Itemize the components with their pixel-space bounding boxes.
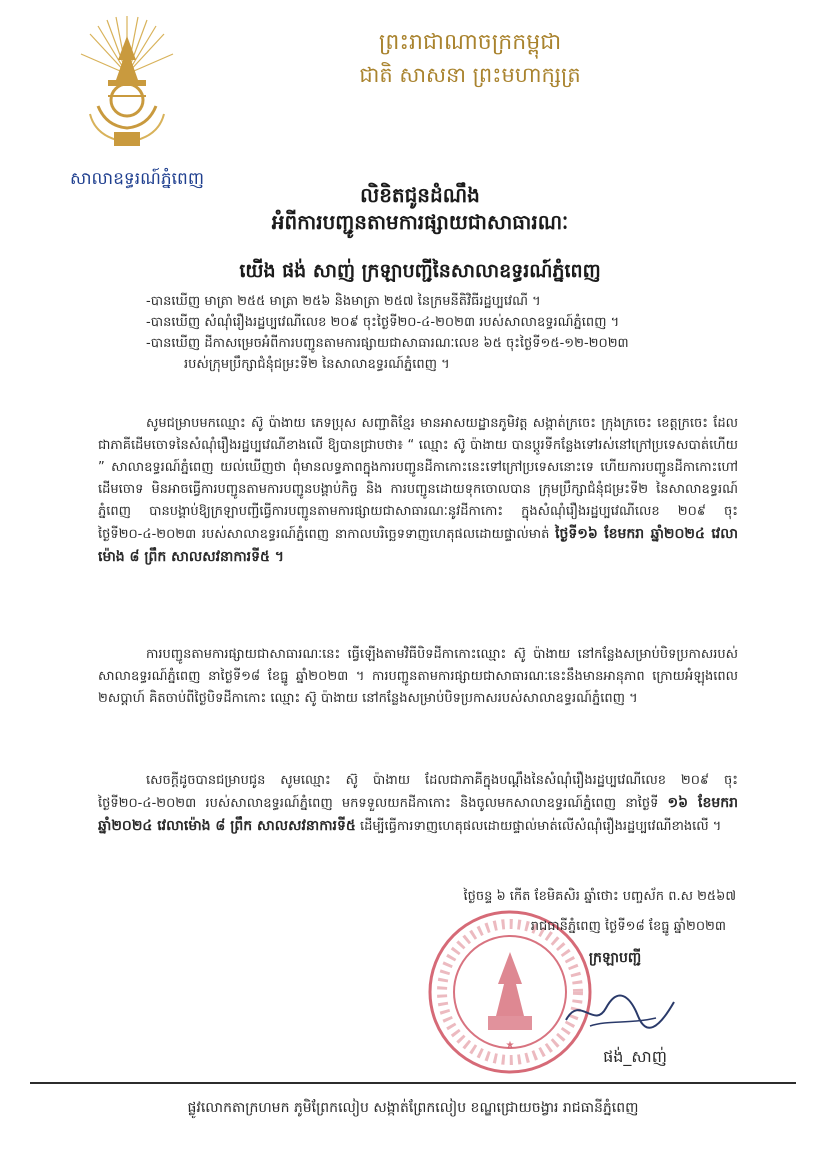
considerations-list [146, 291, 726, 375]
consideration-item: -បានឃើញ មាត្រា ២៥៥ មាត្រា ២៥៦ និងមាត្រា ២៥៧ នៃក្រមនីតិវិធីរដ្ឋប្បវេណី ។ [146, 294, 541, 309]
signature-icon [560, 990, 680, 1036]
footer-divider [30, 1082, 796, 1084]
court-name: សាលាឧទ្ធរណ៍ភ្នំពេញ [69, 169, 205, 189]
document-subtitle: អំពីការបញ្ជូនតាមការផ្សាយជាសាធារណៈ [271, 210, 569, 234]
consideration-item: -បានឃើញ សំណុំរឿងរដ្ឋប្បវេណីលេខ ២០៩ ចុះថ្ងៃទី២០-៤-២០២៣ របស់សាលាឧទ្ធរណ៍ភ្នំពេញ ។ [146, 315, 620, 330]
consideration-item: របស់ក្រុមប្រឹក្សាជំនុំជម្រះទី២ នៃសាលាឧទ្ធរណ៍ភ្នំពេញ ។ [184, 357, 450, 372]
paragraph-summons [98, 770, 738, 838]
paragraph-text: សេចក្តីដូចបានជម្រាបជូន សូមឈ្មោះ ស៊ូ ប៉ាងាយ ដែលជាភាគីក្នុងបណ្តឹងនៃសំណុំរឿងរដ្ឋប្បវេណីលេខ ២០៩ ចុះថ្ងៃទី២០-៤-២០២៣ របស់សាលាឧទ្ធរណ៍ភ្នំពេញ មកទទួលយកដីកាកោះ និងចូលមកសាលាឧទ្ធរណ៍ភ្នំពេញ នាថ្ងៃទី [98, 773, 738, 811]
paragraph-text: សូមជម្រាបមកឈ្មោះ ស៊ូ ប៉ាងាយ ភេទប្រុស សញ្ជាតិខ្មែរ មានអាសយដ្ឋានភូមិវត្ត សង្កាត់ក្រចេះ ក្រុងក្រចេះ ខេត្តក្រចេះ ដែលជាភាគីដើមចោទនៃសំណុំរឿងរដ្ឋប្បវេណីខាងលើ ឱ្យបានជ្រាបថា៖ “ ឈ្មោះ ស៊ូ ប៉ាងាយ បានប្តូរទីកន្លែងទៅរស់នៅក្រៅប្រទេសបាត់ហើយ ” សាលាឧទ្ធរណ៍ភ្នំពេញ យល់ឃើញថា ពុំមានលទ្ធភាពក្នុងការបញ្ជូនដីកាកោះនេះទៅក្រៅប្រទេសនោះទេ ហើយការបញ្ជូនដីកាកោះហៅដើមចោទ មិនអាចធ្វើការបញ្ជូនតាមការបញ្ជូនបង្គាប់កិច្ច និង ការបញ្ជូនដោយទុកចោលបាន ក្រុមប្រឹក្សាជំនុំជម្រះទី២ នៃសាលាឧទ្ធរណ៍ភ្នំពេញ បានបង្គាប់ឱ្យក្រឡាបញ្ជីធ្វើការបញ្ជូនតាមការផ្សាយជាសាធារណៈនូវដីកាកោះ ក្នុងសំណុំរឿងរដ្ឋប្បវេណីលេខ ២០៩ ចុះថ្ងៃទី២០-៤-២០២៣ របស់សាលាឧទ្ធរណ៍ភ្នំពេញ នាកាលបរិច្ឆេទទាញហេតុផលដោយផ្ទាល់មាត់ [98, 416, 738, 542]
footer-address: ផ្លូវលោកតាក្រហមក ភូមិព្រែកលៀប សង្កាត់ព្រែកលៀប ខណ្ឌជ្រោយចង្វារ រាជធានីភ្នំពេញ [187, 1100, 639, 1116]
issuer-line: យើង ផង់ សាញ់ ក្រឡាបញ្ជីនៃសាលាឧទ្ធរណ៍ភ្នំពេញ [239, 260, 601, 282]
kingdom-title: ព្រះរាជាណាចក្រកម្ពុជា [378, 30, 562, 55]
lunar-date: ថ្ងៃចន្ទ ៦ កើត ខែមិគសិរ ឆ្នាំថោះ បញ្ចស័ក ព.ស ២៥៦៧ [463, 889, 736, 904]
solar-date: រាជធានីភ្នំពេញ ថ្ងៃទី១៨ ខែធ្នូ ឆ្នាំ២០២៣ [530, 919, 726, 934]
hearing-date-emphasis: ១៦ ខែមករា ឆ្នាំ២០២៤ វេលាម៉ោង ៨ ព្រឹក សាលសវនាការទី៥ [98, 795, 738, 834]
hearing-date-emphasis: ថ្ងៃទី១៦ ខែមករា ឆ្នាំ២០២៤ វេលាម៉ោង ៨ ព្រឹក សាលសវនាការទី៥ ។ [98, 526, 739, 565]
signer-title: ក្រឡាបញ្ជី [588, 950, 642, 966]
paragraph-notice [98, 413, 738, 569]
signer-name: ផង់_សាញ់ [603, 1047, 667, 1066]
paragraph-publication: ការបញ្ជូនតាមការផ្សាយជាសាធារណៈនេះ ធ្វើឡើងតាមវិធីបិទដីកាកោះឈ្មោះ ស៊ូ ប៉ាងាយ នៅកន្លែងសម្រាប់បិទប្រកាសរបស់សាលាឧទ្ធរណ៍ភ្នំពេញ នាថ្ងៃទី១៨ ខែធ្នូ ឆ្នាំ២០២៣ ។ ការបញ្ជូនតាមការផ្សាយជាសាធារណៈនេះនឹងមានអានុភាព ក្រោយអំឡុងពេល ២សប្តាហ៍ គិតចាប់ពីថ្ងៃបិទដីកាកោះ ឈ្មោះ ស៊ូ ប៉ាងាយ នៅកន្លែងសម្រាប់បិទប្រកាសរបស់សាលាឧទ្ធរណ៍ភ្នំពេញ ។ [98, 647, 738, 706]
paragraph-text: ដើម្បីធ្វើការទាញហេតុផលដោយផ្ទាល់មាត់លើសំណុំរឿងរដ្ឋប្បវេណីខាងលើ ។ [359, 819, 722, 834]
svg-text:★: ★ [505, 1040, 515, 1051]
royal-emblem-icon [78, 14, 176, 154]
document-title: លិខិតជូនដំណឹង [360, 183, 480, 207]
national-motto: ជាតិ សាសនា ព្រះមហាក្សត្រ [359, 63, 581, 87]
consideration-item: -បានឃើញ ដីកាសម្រេចអំពីការបញ្ជូនតាមការផ្សាយជាសាធារណៈលេខ ៦៥ ចុះថ្ងៃទី១៥-១២-២០២៣ [146, 336, 629, 351]
